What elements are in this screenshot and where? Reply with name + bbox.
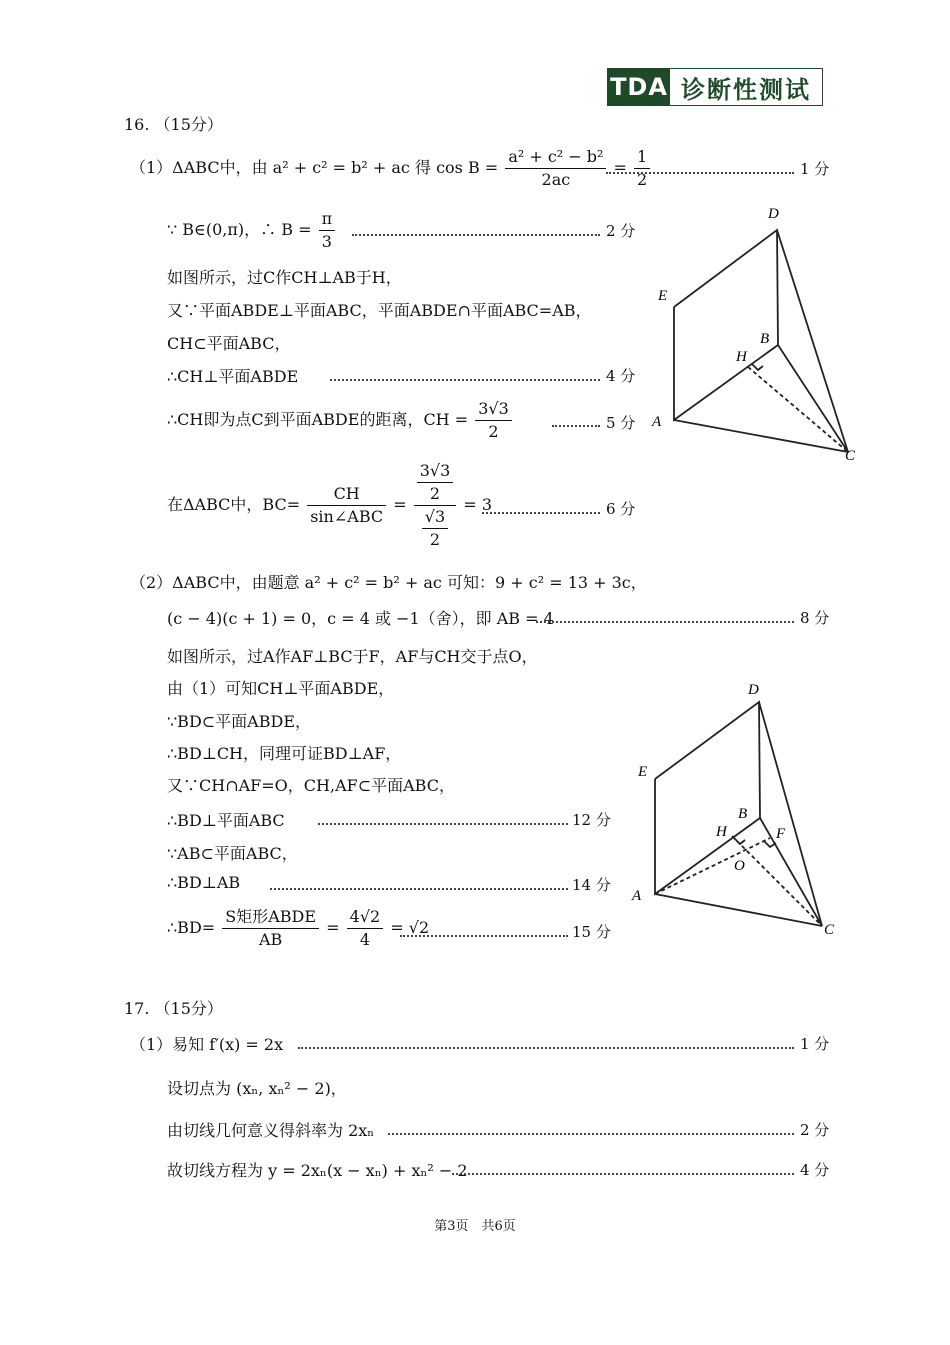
figure-1-pyramid [640, 200, 870, 470]
ch-num: 3√3 [475, 398, 512, 421]
fig2-label-b: B [738, 806, 748, 822]
score-9: 15 分 [572, 923, 611, 941]
bc-fraction [307, 483, 386, 528]
fig2-edge-dc [759, 702, 822, 926]
q16-text-16: ∴BD⊥平面ABC [167, 811, 285, 830]
fig2-edge-bc [760, 818, 822, 926]
bd-fraction [222, 906, 319, 951]
score-5: 6 分 [606, 500, 636, 518]
q16-line-1 [130, 146, 652, 191]
page-footer: 第3页 共6页 [434, 1219, 516, 1234]
bc-den: sin∠ABC [310, 507, 384, 526]
q17-heading: 17. （15分） [124, 999, 223, 1018]
q16-text-13: ∵BD⊂平面ABDE， [167, 712, 311, 731]
eq-sign: = [613, 158, 627, 177]
q16-text-1: （1）ΔABC中，由 a² + c² = b² + ac 得 cos B = [130, 158, 499, 177]
q16-text-3: 如图所示，过C作CH⊥AB于H， [167, 268, 402, 287]
fig1-label-d: D [768, 206, 779, 222]
q17-text-1: （1）易知 f′(x) = 2x [130, 1035, 284, 1054]
bd-mid-num: 4√2 [347, 906, 384, 929]
q17-score-3: 4 分 [800, 1161, 830, 1179]
q17-text-3: 由切线几何意义得斜率为 2xₙ [167, 1121, 375, 1140]
q17-score-1: 1 分 [800, 1035, 830, 1053]
bc-big-num [414, 460, 457, 506]
q16-text-2: ∵ B∈(0,π)，∴ B = [167, 220, 312, 239]
q16-heading: 16. （15分） [124, 115, 223, 134]
fig1-edge-bc [778, 345, 848, 452]
score-3: 4 分 [606, 367, 636, 385]
leader-dots [318, 811, 568, 825]
fig1-edge-dc [777, 230, 848, 452]
bd-mid-fraction [347, 906, 384, 951]
q16-line-7 [167, 398, 514, 443]
fig1-label-c: C [845, 448, 856, 464]
fig2-label-d: D [748, 682, 759, 698]
cosb-fraction [505, 146, 606, 191]
fig2-label-c: C [824, 922, 835, 938]
fig2-label-e: E [638, 764, 648, 780]
leader-dots [270, 876, 568, 890]
bc-result: = 3 [463, 495, 493, 514]
logo-tda-text: TDA [608, 69, 670, 105]
fig2-right-angle-h [734, 838, 745, 844]
fig2-label-o: O [734, 858, 745, 874]
cosb-num: a² + c² − b² [505, 146, 606, 169]
ch-fraction [475, 398, 512, 443]
fig1-dashed-ch [748, 367, 848, 452]
fig1-right-angle [752, 364, 763, 370]
pi-den: 3 [321, 232, 332, 251]
q16-text-6: ∴CH⊥平面ABDE [167, 367, 299, 386]
q16-text-7: ∴CH即为点C到平面ABDE的距离，CH = [167, 410, 469, 429]
bc-big-den [414, 506, 457, 551]
q16-text-12: 由（1）可知CH⊥平面ABDE， [167, 679, 395, 698]
q16-text-10: (c − 4)(c + 1) = 0，c = 4 或 −1（舍），即 AB = 4 [167, 609, 554, 628]
cosb-den: 2ac [541, 170, 571, 189]
ch-den: 2 [488, 422, 499, 441]
half-den: 2 [637, 170, 648, 189]
logo-cn-text: 诊断性测试 [681, 75, 811, 104]
bd-mid-den: 4 [359, 930, 371, 949]
bd-result: = √2 [390, 918, 430, 937]
score-2: 2 分 [606, 222, 636, 240]
q16-text-15: 又∵CH∩AF=O，CH,AF⊂平面ABC， [167, 776, 455, 795]
leader-dots [400, 923, 568, 937]
leader-dots [552, 413, 600, 427]
score-7: 12 分 [572, 811, 611, 829]
pi-fraction [319, 208, 336, 253]
fig1-label-b: B [760, 331, 770, 347]
bd-num: S矩形ABDE [222, 906, 319, 929]
leader-dots [536, 609, 794, 623]
q16-text-11: 如图所示，过A作AF⊥BC于F，AF与CH交于点O， [167, 647, 538, 666]
fig2-edge-ac [655, 894, 822, 926]
q16-text-18: ∴BD⊥AB [167, 873, 241, 892]
q16-text-8: 在ΔABC中，BC= [167, 495, 301, 514]
fig1-label-e: E [658, 288, 668, 304]
q16-text-14: ∴BD⊥CH，同理可证BD⊥AF， [167, 744, 402, 763]
score-6: 8 分 [800, 609, 830, 627]
bc-big-num-num: 3√3 [417, 460, 454, 483]
bc-big-num-den: 2 [429, 484, 441, 503]
fig2-dashed-af [655, 838, 770, 894]
q16-line-19: ∴BD= $\frac{\text{S矩形ABDE}}{AB}$ = $\frac{4√2}{4}$ = √2 [167, 907, 430, 949]
q16-text-5: CH⊂平面ABC， [167, 334, 291, 353]
fig1-label-h: H [736, 349, 747, 365]
half-num: 1 [634, 146, 650, 169]
bc-num: CH [307, 483, 386, 506]
q16-text-19: ∴BD= [167, 918, 216, 937]
fig2-label-a: A [632, 888, 642, 904]
leader-dots [606, 160, 794, 174]
fig2-label-f: F [776, 826, 786, 842]
q16-text-9: （2）ΔABC中，由题意 a² + c² = b² + ac 可知：9 + c² = 13 + 3c， [130, 573, 647, 592]
q17-score-2: 2 分 [800, 1121, 830, 1139]
bc-big-den-den: 2 [429, 530, 441, 549]
q16-text-17: ∵AB⊂平面ABC， [167, 844, 298, 863]
leader-dots [330, 367, 600, 381]
fig1-edge-ac [674, 420, 848, 452]
q17-text-4: 故切线方程为 y = 2xₙ(x − xₙ) + xₙ² − 2 [167, 1161, 468, 1180]
leader-dots [452, 1161, 794, 1175]
q16-line-2 [167, 208, 337, 253]
score-8: 14 分 [572, 876, 611, 894]
bc-big-fraction [414, 460, 457, 551]
tda-logo [607, 68, 823, 106]
fig1-face-abde [674, 230, 778, 420]
fig1-label-a: A [652, 414, 662, 430]
pi-num: π [319, 208, 336, 231]
leader-dots [298, 1035, 794, 1049]
bd-den: AB [259, 930, 283, 949]
q16-line-8: 在ΔABC中，BC= $\frac{CH}{\text{sin∠ABC}}$ = $\frac{\frac{3√3}{2}}{\frac{√3}{2}}$ = 3 [167, 461, 493, 549]
fig2-label-h: H [716, 824, 727, 840]
bc-big-den-num: √3 [422, 506, 448, 529]
score-1: 1 分 [800, 160, 830, 178]
leader-dots [352, 222, 600, 236]
figure-2-pyramid [630, 680, 860, 940]
q16-text-4: 又∵平面ABDE⊥平面ABC，平面ABDE∩平面ABC=AB， [167, 301, 592, 320]
q17-text-2: 设切点为 (xₙ, xₙ² − 2)， [167, 1079, 347, 1098]
leader-dots [388, 1121, 794, 1135]
score-4: 5 分 [606, 414, 636, 432]
leader-dots [482, 500, 600, 514]
